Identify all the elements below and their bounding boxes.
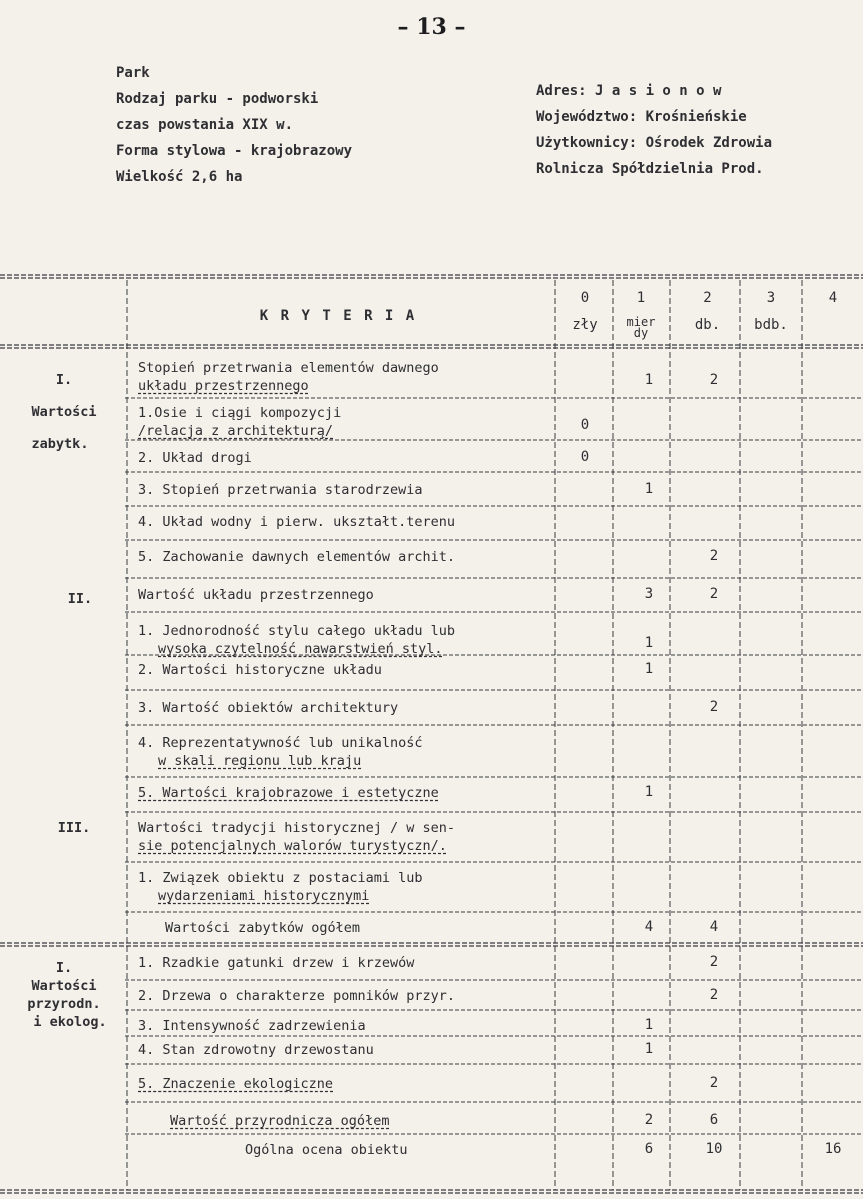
criterion-text: 4. Reprezentatywność lub unikalność: [138, 735, 423, 751]
park-info-line: czas powstania XIX w.: [116, 117, 294, 133]
criterion-text: 3. Intensywność zadrzewienia: [138, 1018, 366, 1034]
criterion-text: Wartości tradycji historycznej / w sen-: [138, 820, 455, 836]
score-value: 4: [644, 919, 654, 935]
park-info-line: Forma stylowa - krajobrazowy: [116, 143, 353, 159]
score-value: 2: [709, 699, 719, 715]
score-value: 2: [709, 586, 719, 602]
score-value: 6: [644, 1141, 654, 1157]
score-value: 6: [709, 1112, 719, 1128]
criterion-text: sie potencjalnych walorów turystyczn/.: [138, 838, 447, 854]
column-label: db.: [694, 317, 721, 333]
criterion-text: w skali regionu lub kraju: [158, 753, 362, 769]
score-value: 10: [705, 1141, 723, 1157]
park-info-line: Wielkość 2,6 ha: [116, 169, 243, 185]
column-label: mier dy: [626, 315, 656, 340]
section-label: i ekolog.: [33, 1014, 107, 1030]
criterion-text: wysoka czytelność nawarstwień styl.: [158, 641, 443, 657]
score-value: 1: [644, 1041, 654, 1057]
score-value: 1: [644, 1017, 654, 1033]
section-label: Wartości: [31, 404, 97, 420]
criterion-text: 3. Stopień przetrwania starodrzewia: [138, 482, 423, 498]
criterion-text: 4. Układ wodny i pierw. ukształt.terenu: [138, 514, 455, 530]
score-value: 3: [644, 586, 654, 602]
score-value: 4: [709, 919, 719, 935]
criterion-text: 3. Wartość obiektów architektury: [138, 700, 399, 716]
address-info-line: Użytkownicy: Ośrodek Zdrowia: [536, 135, 773, 151]
criterion-text: Ogólna ocena obiektu: [245, 1142, 408, 1158]
address-info-line: Rolnicza Spółdzielnia Prod.: [536, 161, 764, 177]
score-value: 0: [580, 417, 590, 433]
page-number: – 13 –: [397, 14, 466, 40]
section-label: zabytk.: [31, 436, 89, 452]
criterion-text: 5. Wartości krajobrazowe i estetyczne: [138, 785, 439, 801]
score-value: 1: [644, 635, 654, 651]
score-value: 1: [644, 661, 654, 677]
column-label: bdb.: [754, 317, 788, 333]
score-value: 2: [709, 372, 719, 388]
section-label: I.: [55, 960, 73, 976]
section-label: przyrodn.: [27, 996, 101, 1012]
criterion-text: /relacja z architekturą/: [138, 423, 334, 439]
criterion-text: 5. Znaczenie ekologiczne: [138, 1076, 334, 1092]
section-label: III.: [57, 820, 91, 836]
score-value: 0: [580, 449, 590, 465]
criterion-text: 4. Stan zdrowotny drzewostanu: [138, 1042, 374, 1058]
criteria-header: K R Y T E R I A: [259, 308, 417, 324]
criterion-text: Wartości zabytków ogółem: [165, 920, 361, 936]
score-value: 1: [644, 784, 654, 800]
score-value: 16: [824, 1141, 842, 1157]
score-value: 1: [644, 481, 654, 497]
column-label: zły: [572, 317, 598, 333]
column-number: 4: [828, 290, 838, 306]
criterion-text: 1. Rzadkie gatunki drzew i krzewów: [138, 955, 415, 971]
section-label: Wartości: [31, 978, 97, 994]
score-value: 2: [709, 548, 719, 564]
address-info-line: Województwo: Krośnieńskie: [536, 109, 747, 125]
criterion-text: Wartość układu przestrzennego: [138, 587, 374, 603]
section-label: I.: [55, 372, 73, 388]
park-info-line: Park: [116, 65, 150, 81]
address-info-line: Adres: J a s i o n o w: [536, 83, 722, 99]
criterion-text: 2. Drzewa o charakterze pomników przyr.: [138, 988, 455, 1004]
criterion-text: Stopień przetrwania elementów dawnego: [138, 360, 439, 376]
criterion-text: 1.Osie i ciągi kompozycji: [138, 405, 342, 421]
score-value: 1: [644, 372, 654, 388]
column-number: 2: [703, 290, 712, 306]
column-number: 0: [580, 290, 590, 306]
criterion-text: wydarzeniami historycznymi: [158, 888, 370, 904]
score-value: 2: [709, 1075, 719, 1091]
column-number: 1: [636, 290, 646, 306]
column-number: 3: [766, 290, 776, 306]
criterion-text: 2. Układ drogi: [138, 450, 252, 466]
criterion-text: 2. Wartości historyczne układu: [138, 662, 382, 678]
section-label: II.: [67, 591, 93, 607]
criterion-text: 1. Związek obiektu z postaciami lub: [138, 870, 423, 886]
criterion-text: układu przestrzennego: [138, 378, 309, 394]
criterion-text: 5. Zachowanie dawnych elementów archit.: [138, 549, 455, 565]
park-info-line: Rodzaj parku - podworski: [116, 91, 319, 107]
score-value: 2: [709, 954, 719, 970]
score-value: 2: [709, 987, 719, 1003]
criterion-text: Wartość przyrodnicza ogółem: [170, 1113, 390, 1129]
criterion-text: 1. Jednorodność stylu całego układu lub: [138, 623, 455, 639]
score-value: 2: [644, 1112, 654, 1128]
